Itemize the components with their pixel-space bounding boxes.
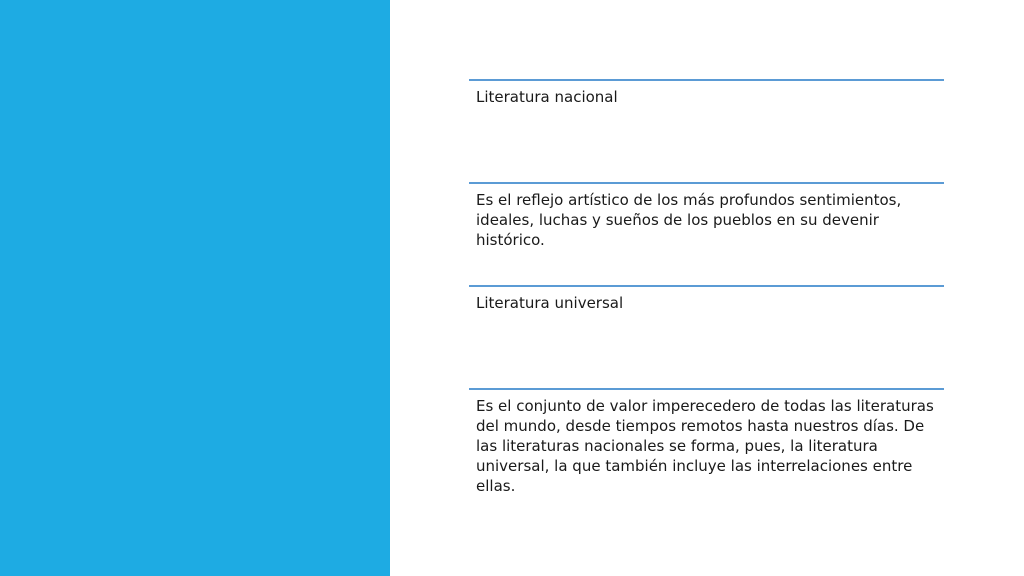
- side-color-panel: [0, 0, 390, 576]
- term-label: Literatura universal: [476, 294, 624, 312]
- list-item-definition-universal: [469, 388, 944, 496]
- list-item-term-universal: [469, 285, 944, 313]
- definition-text: Es el reflejo artístico de los más profundos sentimientos, ideales, luchas y sueños de los pueblos en su devenir histórico.: [476, 191, 902, 249]
- term-label: Literatura nacional: [476, 88, 618, 106]
- definition-text: Es el conjunto de valor imperecedero de todas las literaturas del mundo, desde tiempos remotos hasta nuestros días. De las literaturas nacionales se forma, pues, la literatura universal, la que también incluye las interrelaciones entre ellas.: [476, 397, 934, 495]
- list-item-definition-national: [469, 182, 944, 250]
- list-item-term-national: [469, 79, 944, 107]
